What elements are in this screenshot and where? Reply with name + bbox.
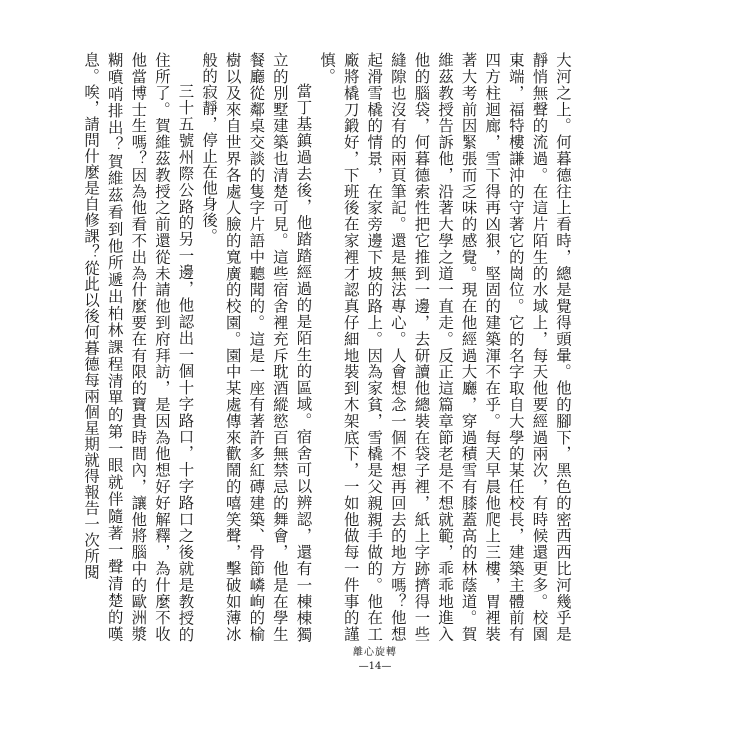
running-title: 離心旋轉 [353, 647, 397, 658]
paragraph-3: 三十五號州際公路的另一邊，他認出一個十字路口，十字路口之後就是教授的住所了。賀維茲教授之前還從未請他到府拜訪，是因為他想好好解釋，為什麼不收他當博士生嗎？因為他看不出為什麼要在有限的寶貴時間內，讓他將腦中的歐洲漿糊噴哨排出？賀維茲看到他所遞出柏林課程清單的第一眼就伴隨著一聲清楚的嘆息。唉，請問什麼是自修課？從此以後何暮德每兩個星期就得報告一次所閱 [82, 52, 195, 642]
paragraph-1: 大河之上。何暮德往上看時，總是覺得頭暈。他的腳下，黑色的密西西比河幾乎是靜悄無聲的流過。在這片陌生的水域上，每天他要經過兩次，有時候還更多。校園東端，福特樓謙沖的守著它的崗位。它的名字取自大學的某任校長，建築主體前有四方柱迴廊，雪下得再凶狠，堅固的建築渾不在乎。每天早晨他爬上三樓，胃裡裝著大考前因緊張而乏味的感覺。現在他經過大廳，穿過積雪有膝蓋高的林蔭道。賀維茲教授告訴他，沿著大學之道一直走。反正這篇章節老是不想就範，乖乖地進入他的腦袋，何暮德索性把它推到一邊，去研讀他總裝在袋子裡，紙上字跡擠得一些縫隙也沒有的兩頁筆記。還是無法專心。人會想念一個不想再回去的地方嗎？他想起滑雪橇的情景，在家旁邊下坡的路上。因為家貧，雪橇是父親親手做的。他在工廠將橇刀鍛好，下班後在家裡才認真仔細地裝到木架底下，一如他做每一件事的謹慎。 [318, 52, 572, 642]
page-footer [0, 646, 750, 674]
page-number: —14— [358, 661, 392, 672]
body-text [82, 52, 574, 642]
paragraph-2: 當丁基鎮過去後，他踏踏經過的是陌生的區域。宿舍可以辨認，還有一棟棟獨立的別墅建築也清楚可見。這些宿舍裡充斥耽酒縱慾百無禁忌的舞會，他是在學生餐廳從鄰桌交談的隻字片語中聽聞的。這是一座有著許多紅磚建築、骨節嶙峋的榆樹以及來自世界各處人臉的寬廣的校園。園中某處傳來歡鬧的嘻笑聲，擊破如薄冰般的寂靜，停止在他身後。 [200, 52, 313, 642]
